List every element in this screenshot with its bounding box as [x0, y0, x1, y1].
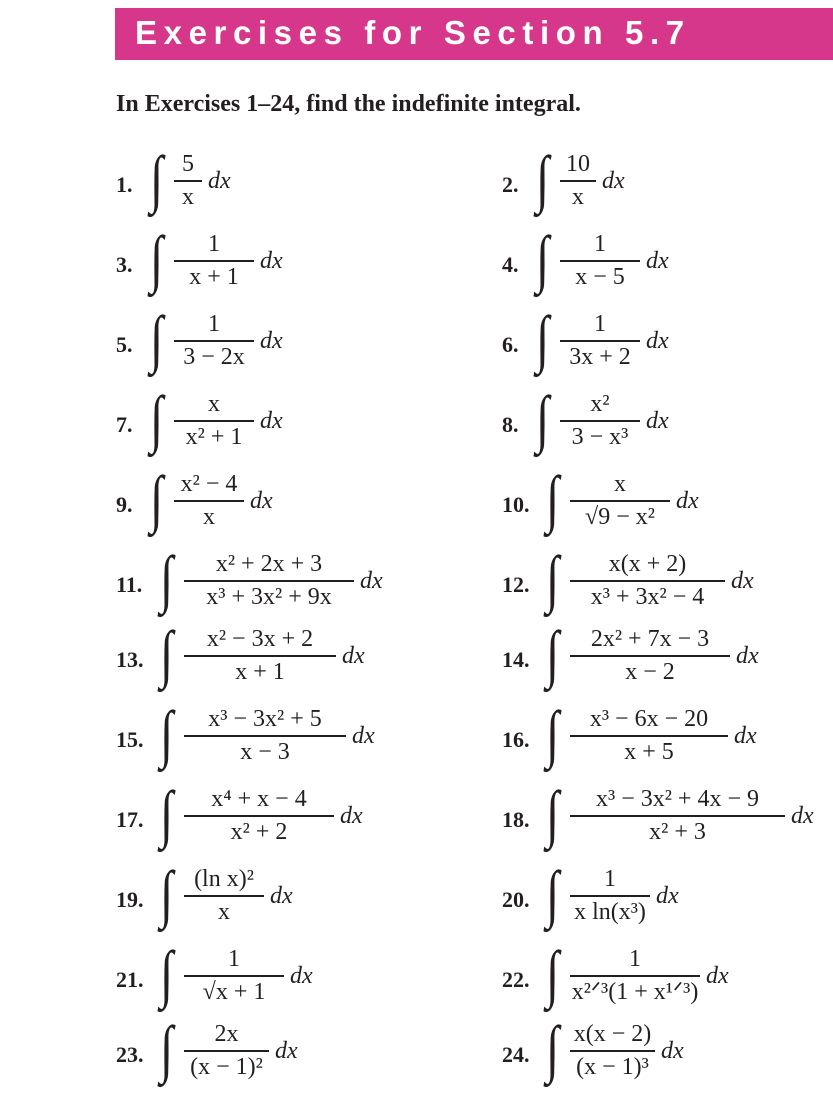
fraction-denominator: x² + 3	[649, 819, 706, 845]
differential: dx	[275, 1038, 298, 1064]
fraction-denominator: x² + 2	[230, 819, 288, 845]
integral-sign: ∫	[536, 223, 550, 294]
exercise-number: 9.	[116, 492, 133, 517]
integral-sign: ∫	[546, 698, 560, 769]
integral-sign: ∫	[546, 858, 560, 929]
differential: dx	[342, 643, 365, 669]
fraction-numerator: 2x	[214, 1021, 239, 1047]
exercise-item	[502, 143, 832, 230]
fraction-denominator: x³ + 3x² − 4	[590, 584, 705, 610]
differential: dx	[676, 488, 699, 514]
exercise-item	[116, 618, 446, 705]
exercise-number: 1.	[116, 172, 133, 197]
integral-sign: ∫	[160, 778, 174, 849]
differential: dx	[602, 168, 625, 194]
fraction-bar	[184, 580, 354, 582]
exercise-number: 6.	[502, 332, 519, 357]
fraction-numerator: x³ − 3x² + 5	[208, 706, 322, 732]
fraction-numerator: 1	[208, 311, 220, 337]
differential: dx	[260, 408, 283, 434]
fraction-numerator: x² − 4	[180, 471, 238, 497]
fraction-denominator: √9 − x²	[585, 504, 655, 530]
exercise-item	[502, 858, 832, 945]
fraction-numerator: x² + 2x + 3	[215, 551, 323, 577]
fraction-bar	[184, 975, 284, 977]
differential: dx	[352, 723, 375, 749]
exercise-number: 10.	[502, 492, 530, 517]
fraction-denominator: 3 − x³	[571, 424, 629, 450]
integral-sign: ∫	[150, 463, 164, 534]
fraction-numerator: (ln x)²	[194, 866, 254, 892]
fraction-bar	[184, 895, 264, 897]
exercise-number: 19.	[116, 887, 144, 912]
fraction-numerator: 1	[594, 311, 606, 337]
differential: dx	[656, 883, 679, 909]
fraction-denominator: x	[572, 184, 584, 210]
fraction-bar	[570, 1050, 655, 1052]
fraction-numerator: x³ − 3x² + 4x − 9	[596, 786, 759, 812]
fraction-numerator: x	[614, 471, 626, 497]
exercise-number: 15.	[116, 727, 144, 752]
exercise-number: 2.	[502, 172, 519, 197]
fraction-bar	[174, 180, 202, 182]
fraction-bar	[560, 340, 640, 342]
fraction-denominator: x + 1	[189, 264, 239, 290]
fraction-denominator: x²ᐟ³(1 + x¹ᐟ³)	[571, 979, 699, 1005]
exercise-item	[502, 698, 832, 785]
differential: dx	[646, 328, 669, 354]
exercise-number: 5.	[116, 332, 133, 357]
exercise-number: 23.	[116, 1042, 144, 1067]
fraction-bar	[174, 260, 254, 262]
integral-sign: ∫	[160, 698, 174, 769]
integral-sign: ∫	[546, 938, 560, 1009]
exercise-item	[502, 383, 832, 470]
exercise-number: 4.	[502, 252, 519, 277]
fraction-numerator: x²	[590, 391, 610, 417]
integral-sign: ∫	[160, 618, 174, 689]
fraction-bar	[570, 735, 728, 737]
fraction-denominator: x − 3	[240, 739, 290, 765]
exercise-item	[116, 383, 446, 470]
fraction-bar	[570, 815, 785, 817]
exercise-item	[502, 303, 832, 390]
fraction-numerator: 1	[604, 866, 616, 892]
exercise-number: 17.	[116, 807, 144, 832]
integral-sign: ∫	[150, 383, 164, 454]
fraction-numerator: x(x − 2)	[573, 1021, 652, 1047]
exercise-number: 13.	[116, 647, 144, 672]
differential: dx	[646, 248, 669, 274]
fraction-numerator: 5	[182, 151, 194, 177]
section-banner	[115, 8, 833, 60]
exercise-item	[502, 1013, 832, 1100]
integral-sign: ∫	[546, 618, 560, 689]
differential: dx	[290, 963, 313, 989]
exercise-number: 22.	[502, 967, 530, 992]
integral-sign: ∫	[150, 303, 164, 374]
fraction-denominator: x − 2	[625, 659, 675, 685]
fraction-bar	[570, 655, 730, 657]
fraction-denominator: 3x + 2	[569, 344, 631, 370]
exercise-number: 14.	[502, 647, 530, 672]
exercise-item	[116, 463, 446, 550]
fraction-denominator: (x − 1)³	[576, 1054, 649, 1080]
integral-sign: ∫	[546, 1013, 560, 1084]
exercise-item	[116, 1013, 446, 1100]
fraction-bar	[560, 420, 640, 422]
fraction-denominator: (x − 1)²	[190, 1054, 263, 1080]
fraction-numerator: 1	[228, 946, 240, 972]
differential: dx	[340, 803, 363, 829]
integral-sign: ∫	[160, 543, 174, 614]
differential: dx	[791, 803, 814, 829]
fraction-denominator: x	[182, 184, 194, 210]
fraction-numerator: 10	[566, 151, 590, 177]
fraction-numerator: x(x + 2)	[608, 551, 687, 577]
fraction-bar	[184, 815, 334, 817]
section-title: Exercises for Section 5.7	[135, 14, 691, 51]
fraction-denominator: x² + 1	[185, 424, 243, 450]
exercise-item	[116, 223, 446, 310]
fraction-denominator: 3 − 2x	[183, 344, 245, 370]
fraction-bar	[560, 260, 640, 262]
differential: dx	[260, 248, 283, 274]
exercise-item	[116, 778, 446, 865]
instructions-text: In Exercises 1–24, find the indefinite integral.	[116, 91, 581, 117]
fraction-bar	[174, 420, 254, 422]
fraction-numerator: 2x² + 7x − 3	[590, 626, 710, 652]
fraction-numerator: x⁴ + x − 4	[211, 786, 307, 812]
integral-sign: ∫	[536, 383, 550, 454]
fraction-bar	[174, 500, 244, 502]
integral-sign: ∫	[160, 938, 174, 1009]
fraction-numerator: x	[208, 391, 220, 417]
differential: dx	[731, 568, 754, 594]
exercise-number: 20.	[502, 887, 530, 912]
fraction-numerator: 1	[594, 231, 606, 257]
exercise-item	[116, 858, 446, 945]
exercise-number: 12.	[502, 572, 530, 597]
integral-sign: ∫	[160, 1013, 174, 1084]
integral-sign: ∫	[536, 143, 550, 214]
fraction-numerator: 1	[629, 946, 641, 972]
differential: dx	[646, 408, 669, 434]
exercise-number: 21.	[116, 967, 144, 992]
exercise-item	[502, 223, 832, 310]
fraction-bar	[560, 180, 596, 182]
exercise-number: 16.	[502, 727, 530, 752]
fraction-numerator: x³ − 6x − 20	[589, 706, 709, 732]
differential: dx	[706, 963, 729, 989]
integral-sign: ∫	[536, 303, 550, 374]
fraction-bar	[184, 1050, 269, 1052]
differential: dx	[250, 488, 273, 514]
fraction-denominator: x	[218, 899, 230, 925]
fraction-denominator: x	[203, 504, 215, 530]
exercise-number: 18.	[502, 807, 530, 832]
exercise-item	[502, 463, 832, 550]
fraction-bar	[570, 500, 670, 502]
differential: dx	[260, 328, 283, 354]
integral-sign: ∫	[546, 543, 560, 614]
integral-sign: ∫	[150, 223, 164, 294]
fraction-denominator: x + 1	[235, 659, 285, 685]
fraction-bar	[570, 895, 650, 897]
fraction-denominator: x − 5	[575, 264, 625, 290]
differential: dx	[360, 568, 383, 594]
fraction-bar	[184, 655, 336, 657]
differential: dx	[661, 1038, 684, 1064]
fraction-denominator: √x + 1	[202, 979, 266, 1005]
fraction-bar	[570, 580, 725, 582]
integral-sign: ∫	[160, 858, 174, 929]
fraction-denominator: x + 5	[624, 739, 674, 765]
fraction-bar	[174, 340, 254, 342]
exercise-item	[116, 698, 446, 785]
exercise-number: 8.	[502, 412, 519, 437]
fraction-denominator: x ln(x³)	[574, 899, 646, 925]
integral-sign: ∫	[150, 143, 164, 214]
exercise-number: 3.	[116, 252, 133, 277]
fraction-bar	[184, 735, 346, 737]
differential: dx	[270, 883, 293, 909]
integral-sign: ∫	[546, 463, 560, 534]
exercise-item	[502, 618, 832, 705]
differential: dx	[734, 723, 757, 749]
exercise-number: 24.	[502, 1042, 530, 1067]
exercise-item	[116, 303, 446, 390]
differential: dx	[736, 643, 759, 669]
exercise-number: 7.	[116, 412, 133, 437]
integral-sign: ∫	[546, 778, 560, 849]
fraction-denominator: x³ + 3x² + 9x	[206, 584, 332, 610]
exercise-number: 11.	[116, 572, 143, 597]
exercise-item	[502, 778, 832, 865]
fraction-numerator: 1	[208, 231, 220, 257]
fraction-numerator: x² − 3x + 2	[206, 626, 314, 652]
exercise-item	[116, 143, 446, 230]
differential: dx	[208, 168, 231, 194]
fraction-bar	[570, 975, 700, 977]
